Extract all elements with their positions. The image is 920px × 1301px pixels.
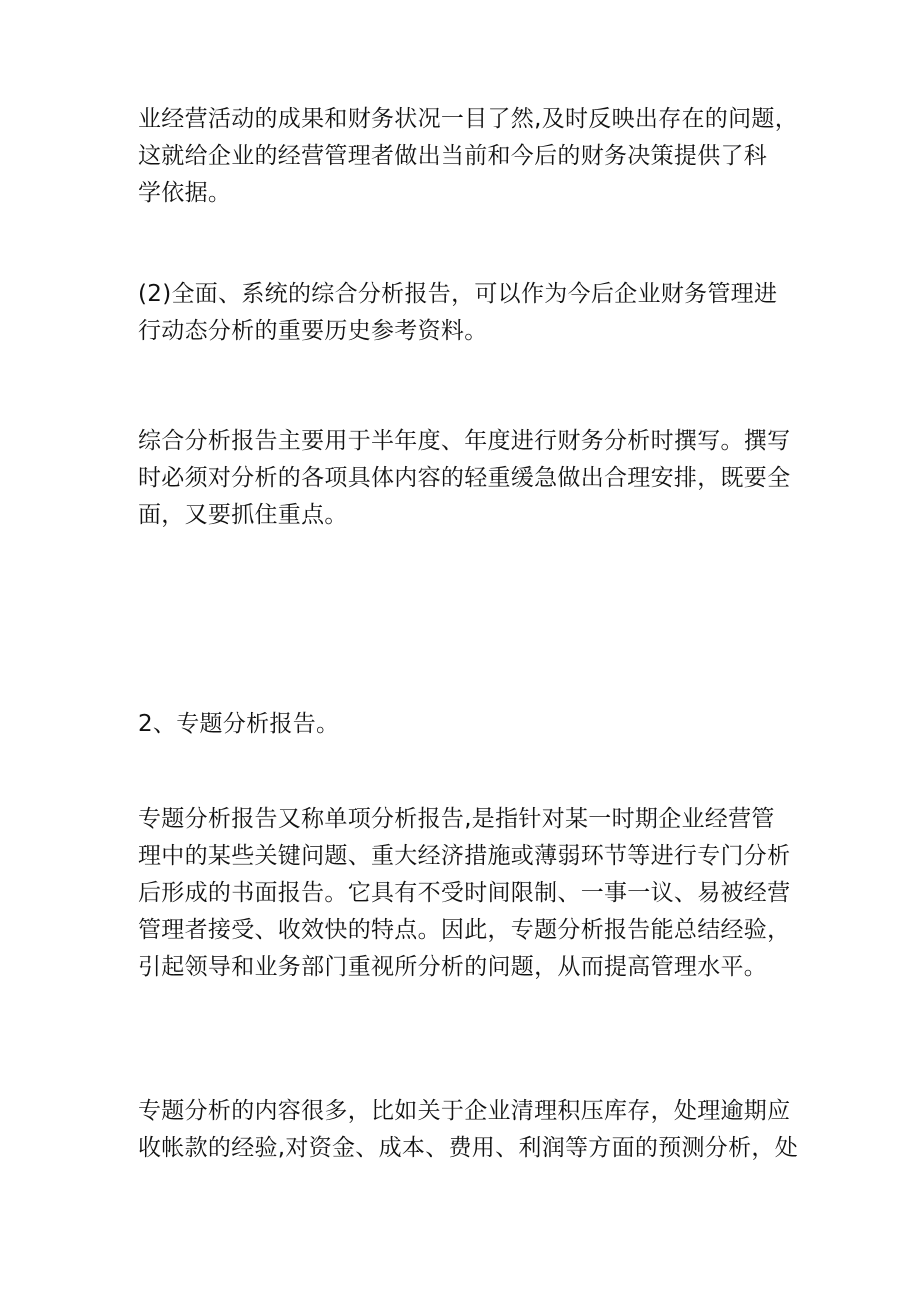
- paragraph-continuation: [138, 101, 798, 212]
- text-line: 综合分析报告主要用于半年度、年度进行财务分析时撰写。撰写: [138, 428, 791, 454]
- paragraph-comprehensive-report-usage: [138, 423, 798, 534]
- heading-line: 2、专题分析报告。: [138, 711, 340, 737]
- text-line: (2)全面、系统的综合分析报告，可以作为今后企业财务管理进: [138, 281, 778, 307]
- paragraph-special-report-content: [138, 1093, 798, 1167]
- paragraph-point-2: [138, 276, 798, 350]
- text-line: 理中的某些关键问题、重大经济措施或薄弱环节等进行专门分析: [138, 843, 791, 869]
- text-line: 业经营活动的成果和财务状况一目了然,及时反映出存在的问题，: [138, 106, 799, 132]
- text-line: 这就给企业的经营管理者做出当前和今后的财务决策提供了科: [138, 143, 768, 169]
- text-line: 收帐款的经验,对资金、成本、费用、利润等方面的预测分析，处: [138, 1135, 799, 1161]
- text-line: 面，又要抓住重点。: [138, 502, 348, 528]
- text-line: 时必须对分析的各项具体内容的轻重缓急做出合理安排，既要全: [138, 465, 791, 491]
- text-line: 管理者接受、收效快的特点。因此，专题分析报告能总结经验，: [138, 917, 791, 943]
- paragraph-special-report-definition: [138, 801, 798, 986]
- text-line: 行动态分析的重要历史参考资料。: [138, 318, 488, 344]
- text-line: 专题分析报告又称单项分析报告,是指针对某一时期企业经营管: [138, 806, 775, 832]
- text-line: 学依据。: [138, 180, 232, 206]
- text-line: 引起领导和业务部门重视所分析的问题，从而提高管理水平。: [138, 954, 768, 980]
- text-line: 后形成的书面报告。它具有不受时间限制、一事一议、易被经营: [138, 880, 791, 906]
- text-line: 专题分析的内容很多，比如关于企业清理积压库存，处理逾期应: [138, 1098, 791, 1124]
- section-heading-special-report: [138, 706, 798, 743]
